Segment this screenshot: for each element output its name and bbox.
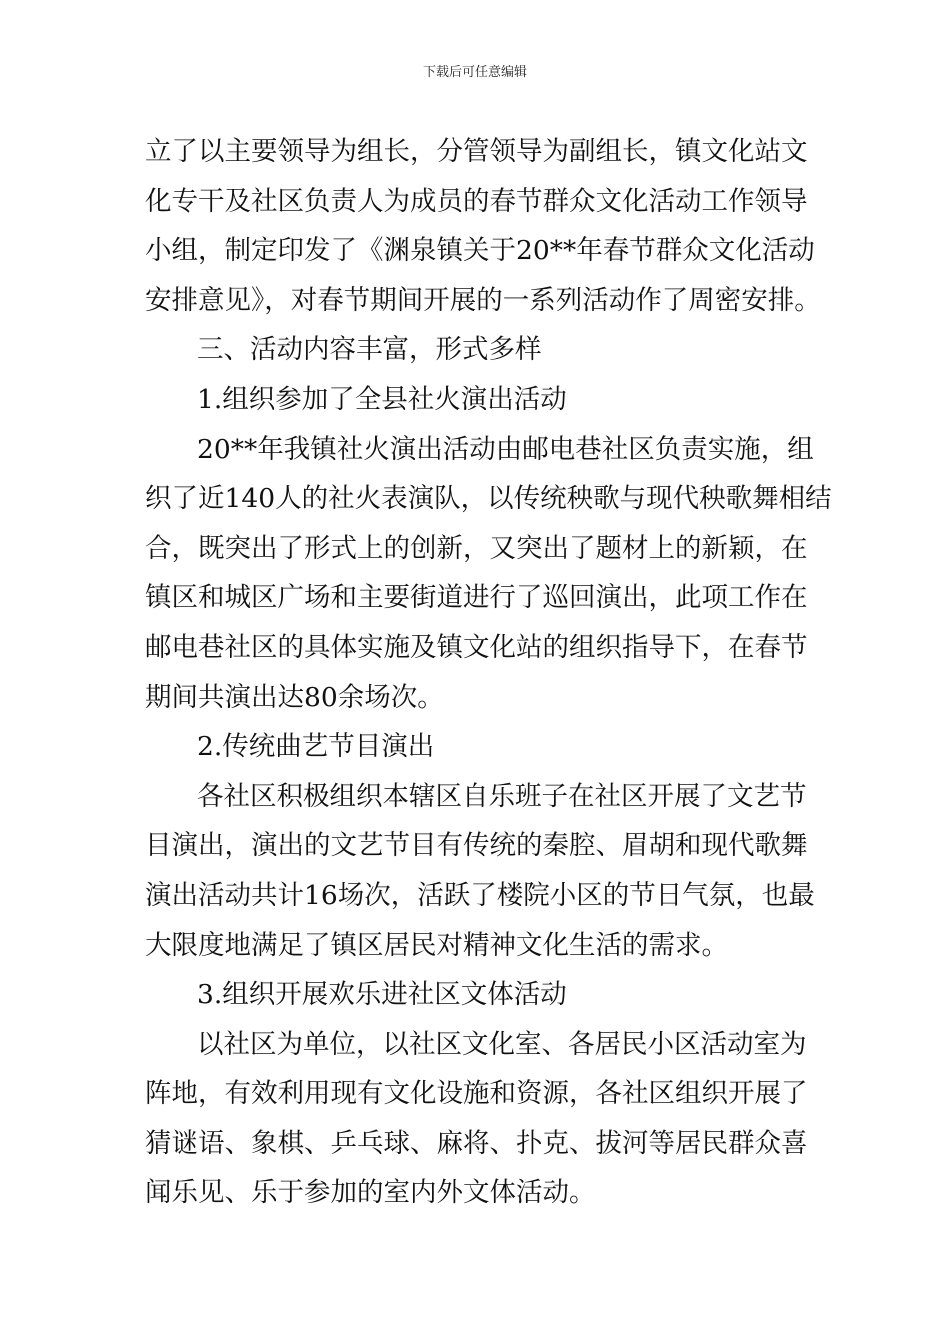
text-line: 演出活动共计16场次，活跃了楼院小区的节日气氛，也最 (145, 879, 815, 911)
text-line: 阵地，有效利用现有文化设施和资源，各社区组织开展了 (145, 1078, 808, 1110)
text-line: 邮电巷社区的具体实施及镇文化站的组织指导下，在春节 (145, 631, 808, 663)
text-line: 化专干及社区负责人为成员的春节群众文化活动工作领导 (145, 185, 808, 217)
text-line: 期间共演出达80余场次。 (145, 681, 444, 713)
page-header: 下载后可任意编辑 (422, 65, 527, 80)
text-line: 目演出，演出的文艺节目有传统的秦腔、眉胡和现代歌舞 (145, 830, 808, 862)
subsection-heading: 2.传统曲艺节目演出 (197, 731, 435, 763)
subsection-heading: 3.组织开展欢乐进社区文体活动 (197, 979, 567, 1011)
section-heading: 三、活动内容丰富，形式多样 (197, 334, 542, 366)
text-line: 合，既突出了形式上的创新，又突出了题材上的新颖，在 (145, 532, 808, 564)
text-line: 织了近140人的社火表演队，以传统秧歌与现代秧歌舞相结 (145, 483, 832, 515)
text-line: 大限度地满足了镇区居民对精神文化生活的需求。 (145, 929, 728, 961)
subsection-heading: 1.组织参加了全县社火演出活动 (197, 383, 567, 415)
text-line: 20**年我镇社火演出活动由邮电巷社区负责实施，组 (197, 433, 814, 465)
text-line: 立了以主要领导为组长，分管领导为副组长，镇文化站文 (145, 136, 808, 167)
text-line: 闻乐见、乐于参加的室内外文体活动。 (145, 1177, 596, 1209)
text-line: 小组，制定印发了《渊泉镇关于20**年春节群众文化活动 (145, 235, 815, 267)
document-body (145, 127, 832, 1218)
text-line: 镇区和城区广场和主要街道进行了巡回演出，此项工作在 (145, 582, 808, 614)
text-line: 以社区为单位，以社区文化室、各居民小区活动室为 (197, 1028, 807, 1060)
text-line: 猜谜语、象棋、乒乓球、麻将、扑克、拔河等居民群众喜 (145, 1127, 808, 1159)
text-line: 各社区积极组织本辖区自乐班子在社区开展了文艺节 (197, 780, 807, 812)
text-line: 安排意见》，对春节期间开展的一系列活动作了周密安排。 (145, 284, 821, 316)
